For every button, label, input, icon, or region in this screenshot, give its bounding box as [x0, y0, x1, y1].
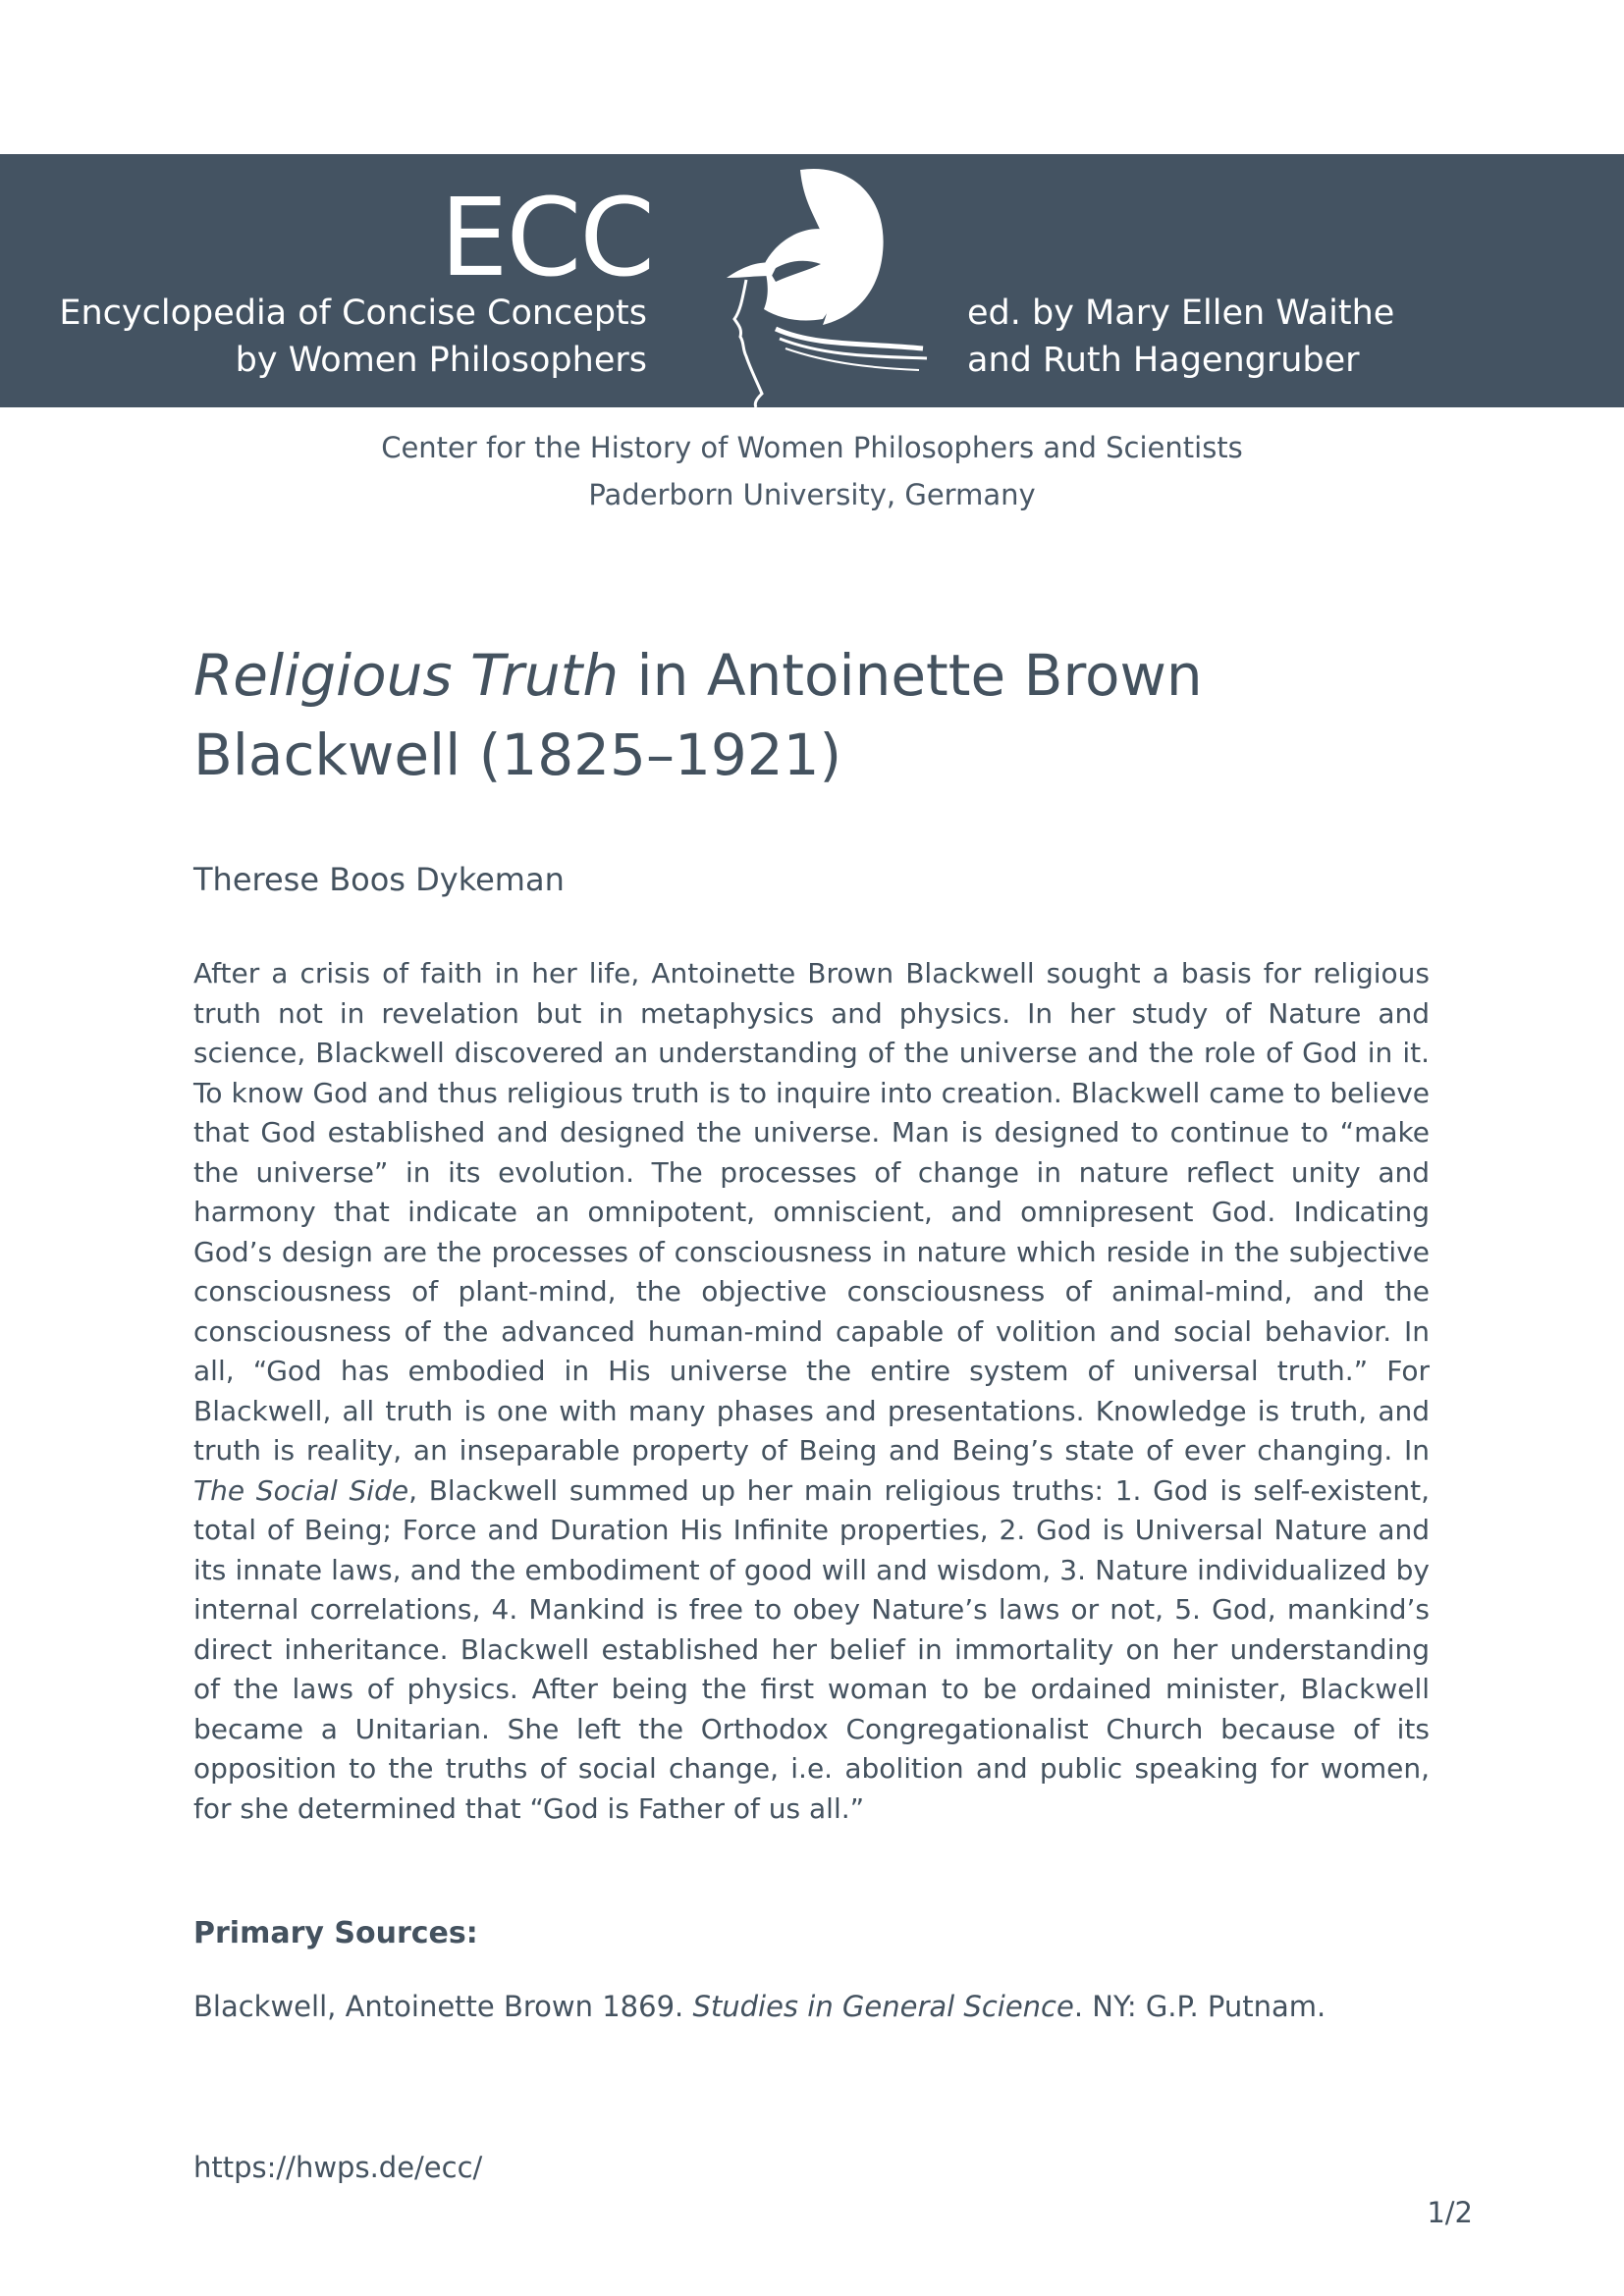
header-banner	[0, 154, 1624, 407]
article-body-part1: After a crisis of faith in her life, Antoinette Brown Blackwell sought a basis for religious truth not in revelation but in metaphysics and physics. In her study of Nature and science, Blackwell discovered an understanding of the universe and the role of God in it. To know God and thus religious truth is to inquire into creation. Blackwell came to believe that God established and designed the universe. Man is designed to continue to “make the universe” in its evolution. The processes of change in nature reflect unity and harmony that indicate an omnipotent, omniscient, and omnipresent God. Indicating God’s design are the processes of consciousness in nature which reside in the subjective consciousness of plant-mind, the objective consciousness of animal-mind, and the consciousness of the advanced human-mind capable of volition and social behavior. In all, “God has embodied in His universe the entire system of universal truth.” For Blackwell, all truth is one with many phases and presentations. Knowledge is truth, and truth is reality, an inseparable property of Being and Being’s state of ever changing. In	[193, 957, 1430, 1467]
page-number: 1/2	[1427, 2196, 1473, 2229]
footer-url-link[interactable]: https://hwps.de/ecc/	[193, 2151, 483, 2184]
editors-line2: and Ruth Hagengruber	[967, 341, 1360, 380]
primary-sources-heading: Primary Sources:	[193, 1916, 478, 1950]
encyclopedia-title-line2: by Women Philosophers	[235, 341, 647, 380]
article-body	[193, 954, 1430, 1829]
athena-helmet-icon	[707, 162, 933, 407]
primary-source-entry	[193, 1989, 1326, 2024]
source-entry-suffix: . NY: G.P. Putnam.	[1073, 1990, 1326, 2023]
article-body-part2: , Blackwell summed up her main religious truths: 1. God is self-existent, total of Being; Force and Duration His Infinite properties, 2. God is Universal Nature and its innate laws, and the embodiment of good will and wisdom, 3. Nature individualized by internal correlations, 4. Mankind is free to obey Nature’s laws or not, 5. God, mankind’s direct inheritance. Blackwell established her belief in immortality on her understanding of the laws of physics. After being the first woman to be ordained minister, Blackwell became a Unitarian. She left the Orthodox Congregationalist Church because of its opposition to the truths of social change, i.e. abolition and public speaking for women, for she determined that “God is Father of us all.”	[193, 1473, 1430, 1825]
editors-line1: ed. by Mary Ellen Waithe	[967, 294, 1395, 333]
article-author: Therese Boos Dykeman	[193, 861, 565, 898]
institution-line2: Paderborn University, Germany	[588, 478, 1036, 511]
source-entry-prefix: Blackwell, Antoinette Brown 1869.	[193, 1990, 693, 2023]
article-body-italic: The Social Side	[193, 1473, 409, 1507]
encyclopedia-title-line1: Encyclopedia of Concise Concepts	[59, 294, 647, 333]
source-entry-title: Studies in General Science	[692, 1990, 1074, 2023]
institution-line1: Center for the History of Women Philosophers and Scientists	[381, 431, 1243, 464]
article-title-rest: in Antoinette Brown Blackwell (1825–1921)	[193, 642, 1203, 788]
article-title	[193, 636, 1460, 795]
ecc-logo: ECC	[440, 175, 654, 300]
article-title-italic: Religious Truth	[193, 642, 620, 709]
